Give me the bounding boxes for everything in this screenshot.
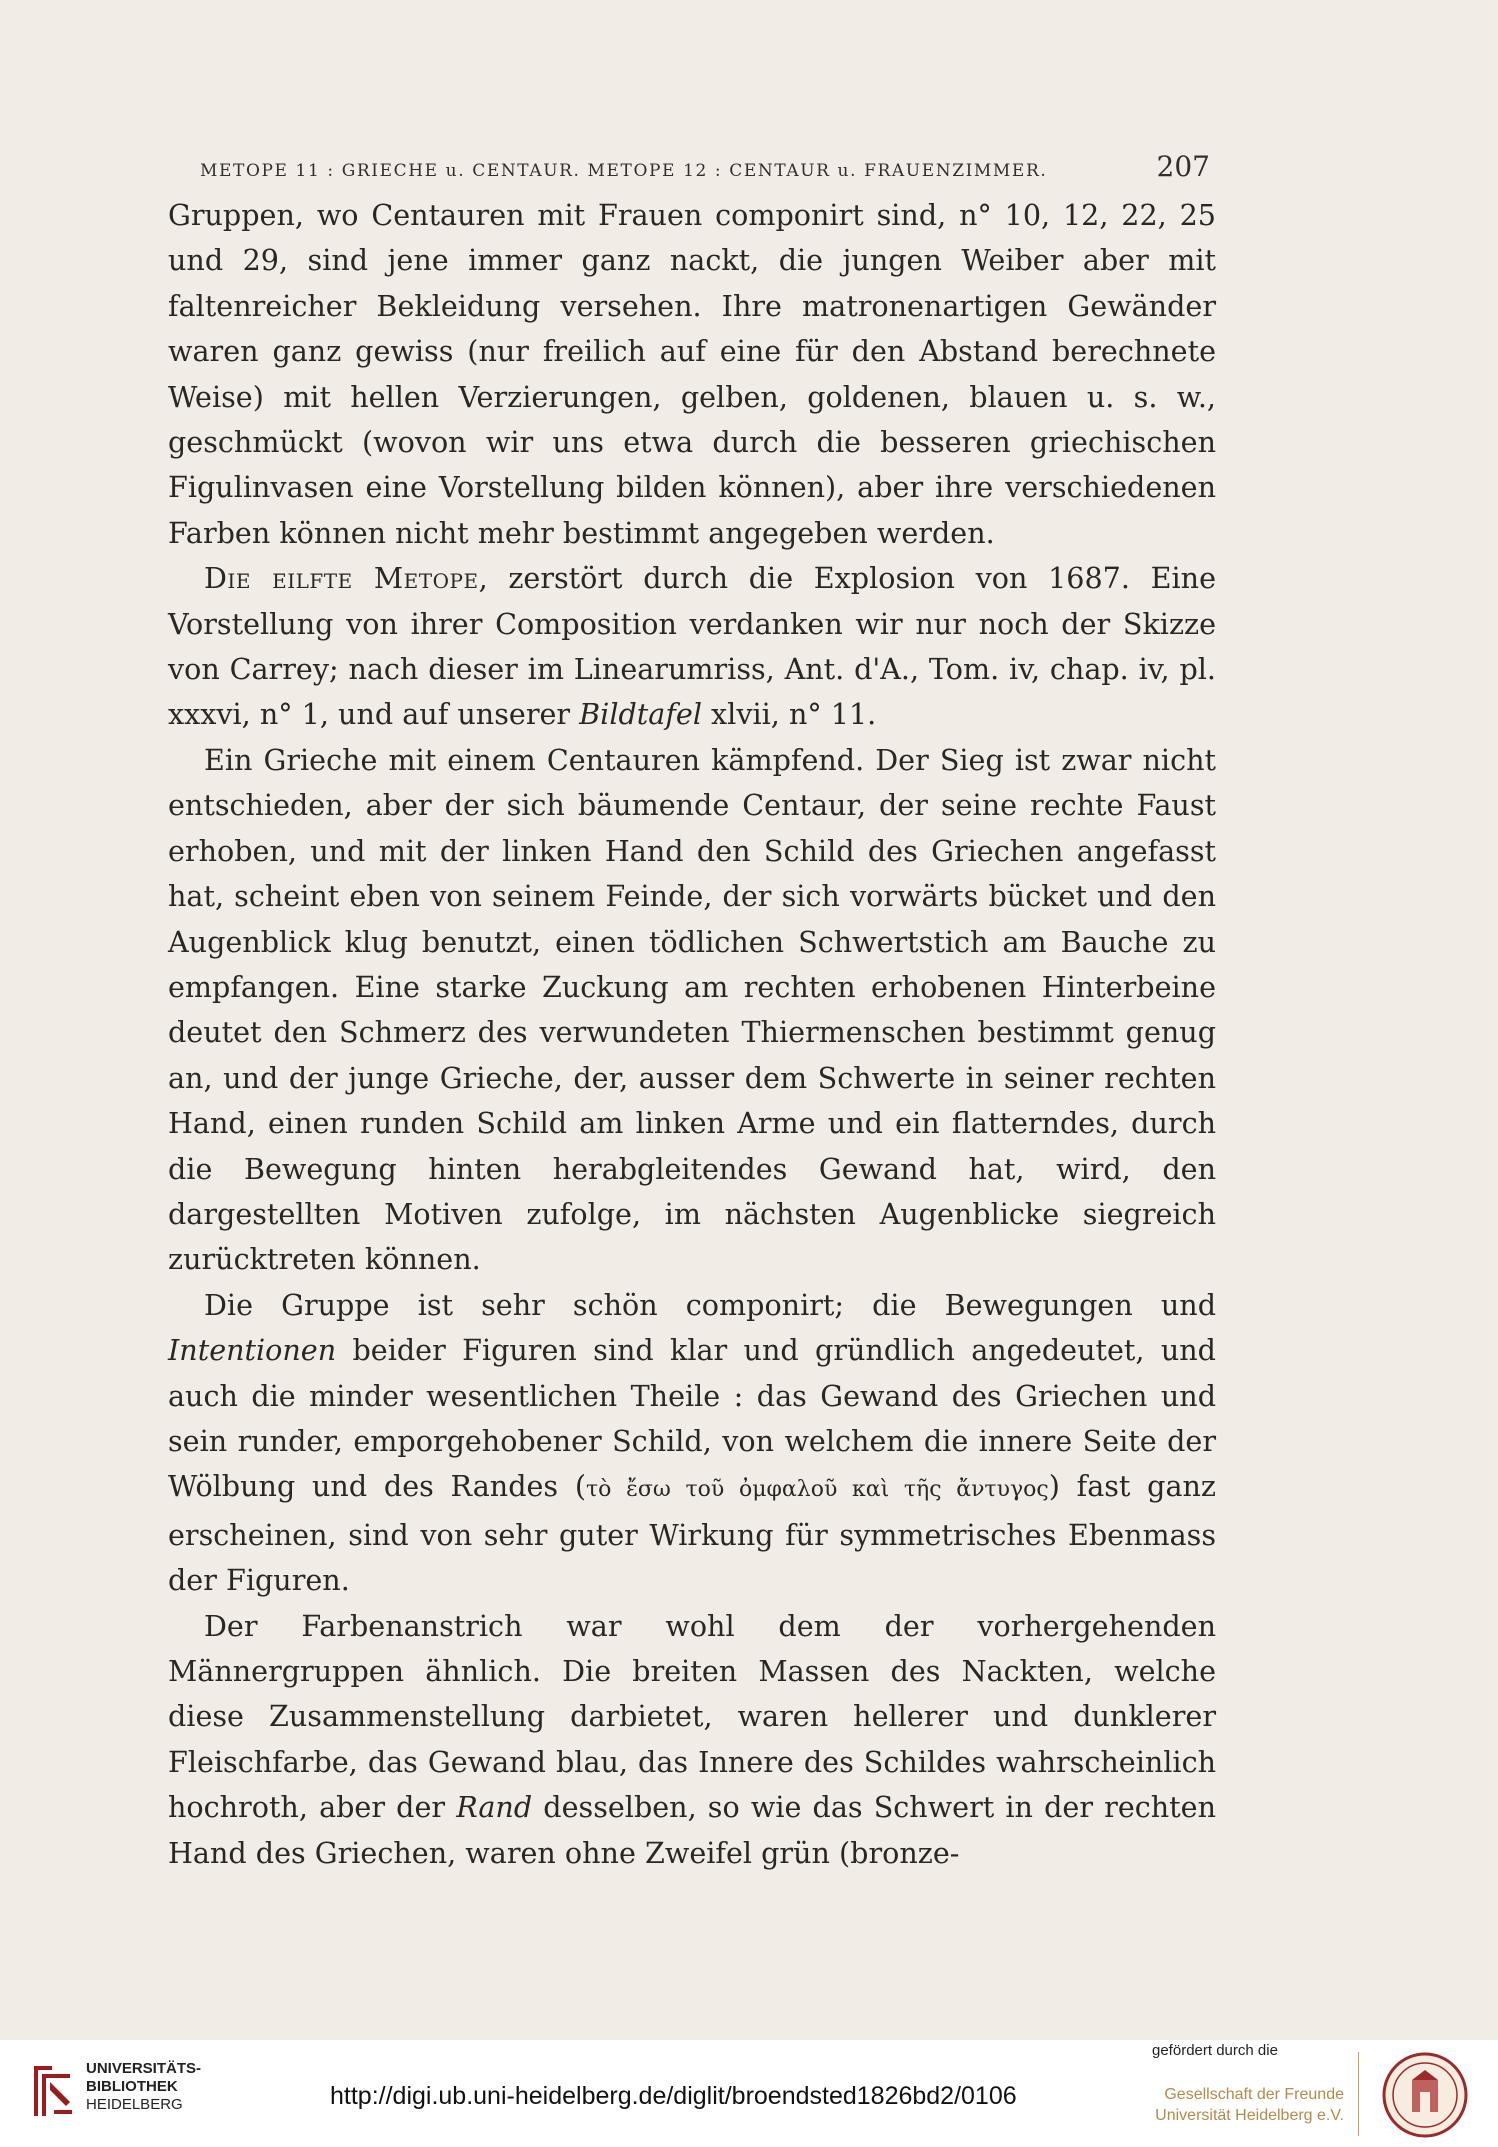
page-number: 207 <box>1156 150 1210 183</box>
paragraph-5-italic: Rand <box>456 1790 533 1825</box>
paragraph-5 <box>168 1604 1216 1876</box>
paragraph-4-italic: Intentionen <box>168 1333 337 1368</box>
paragraph-4-greek: τὸ ἔσω τοῦ ὀμφαλοῦ καὶ τῆς ἄντυγος <box>586 1477 1049 1503</box>
permalink-url[interactable]: http://digi.ub.uni-heidelberg.de/diglit/broendsted1826bd2/0106 <box>330 2082 1017 2110</box>
paragraph-5-tail: desselben, so wie das Schwert in der rechten Hand des Griechen, waren ohne Zweifel grün (bronze- <box>168 1790 1216 1870</box>
paragraph-2-text: , zerstört durch die Explosion von 1687. Eine Vorstellung von ihrer Composition verdanken wir nur noch der Skizze von Carrey; nach dieser im Linearumriss, Ant. d'A., Tom. iv, chap. iv, pl. xxxvi, n° 1, und auf unserer <box>168 561 1216 732</box>
body-text <box>168 193 1216 1876</box>
sponsor-name[interactable] <box>1148 2084 1344 2126</box>
footer-bar <box>0 2040 1498 2147</box>
sponsor-line-1: Gesellschaft der Freunde <box>1164 2086 1344 2103</box>
paragraph-2-lead: Die eilfte Metope <box>204 561 479 596</box>
sponsor-line-2: Universität Heidelberg e.V. <box>1155 2107 1344 2124</box>
paragraph-2 <box>168 556 1216 738</box>
paragraph-3-text: Ein Grieche mit einem Centauren kämpfend. Der Sieg ist zwar nicht entschieden, aber der sich bäumende Centaur, der seine rechte Faust erhoben, und mit der linken Hand den Schild des Griechen angefasst hat, scheint eben von seinem Feinde, der sich vorwärts bücket und den Augenblick klug benutzt, einen tödlichen Schwertstich am Bauche zu empfangen. Eine starke Zuckung am rechten erhobenen Hinterbeine deutet den Schmerz des verwundeten Thiermenschen bestimmt genug an, und der junge Grieche, der, ausser dem Schwerte in seiner rechten Hand, einen runden Schild am linken Arme und ein flatterndes, durch die Bewegung hinten herabgleitendes Gewand hat, wird, den dargestellten Motiven zufolge, im nächsten Augenblicke siegreich zurücktreten können. <box>168 742 1216 1277</box>
sponsor-divider <box>1358 2052 1359 2136</box>
paragraph-4 <box>168 1283 1216 1604</box>
paragraph-4-pre: Die Gruppe ist sehr schön componirt; die Bewegungen und <box>204 1287 1216 1322</box>
running-title: METOPE 11 : GRIECHE u. CENTAUR. METOPE 12 : CENTAUR u. FRAUENZIMMER. <box>200 161 1048 181</box>
library-line-3: HEIDELBERG <box>86 2096 183 2113</box>
paragraph-4-mid: beider Figuren sind klar und gründlich angedeutet, und auch die minder wesentlichen Theile : das Gewand des Griechen und sein runder, emporgehobener Schild, von welchem die innere Seite der Wölbung und des Randes ( <box>168 1333 1216 1504</box>
library-line-2: BIBLIOTHEK <box>86 2078 178 2095</box>
paragraph-3 <box>168 738 1216 1283</box>
running-header <box>200 150 1210 183</box>
paragraph-2-italic: Bildtafel <box>579 697 702 732</box>
library-line-1: UNIVERSITÄTS- <box>86 2060 202 2077</box>
university-library-logo-icon[interactable] <box>30 2060 76 2127</box>
paragraph-5-pre: Der Farbenanstrich war wohl dem der vorhergehenden Männergruppen ähnlich. Die breiten Massen des Nackten, welche diese Zusammenstellung darbietet, waren hellerer und dunklerer Fleischfarbe, das Gewand blau, das Innere des Schildes wahrscheinlich hochroth, aber der <box>168 1608 1216 1825</box>
university-seal-icon <box>1382 2052 1468 2143</box>
library-name[interactable] <box>86 2060 201 2114</box>
paragraph-2-tail: xlvii, n° 11. <box>701 697 877 732</box>
paragraph-1-text: Gruppen, wo Centauren mit Frauen componirt sind, n° 10, 12, 22, 25 und 29, sind jene immer ganz nackt, die jungen Weiber aber mit faltenreicher Bekleidung versehen. Ihre matronenartigen Gewänder waren ganz gewiss (nur freilich auf eine für den Abstand berechnete Weise) mit hellen Verzierungen, gelben, goldenen, blauen u. s. w., geschmückt (wovon wir uns etwa durch die besseren griechischen Figulinvasen eine Vorstellung bilden können), aber ihre verschiedenen Farben können nicht mehr bestimmt angegeben werden. <box>168 198 1216 550</box>
paragraph-1 <box>168 193 1216 556</box>
sponsor-label: gefördert durch die <box>1152 2042 1278 2059</box>
paragraph-4-tail: ) fast ganz erscheinen, sind von sehr guter Wirkung für symmetrisches Ebenmass der Figuren. <box>168 1469 1216 1598</box>
